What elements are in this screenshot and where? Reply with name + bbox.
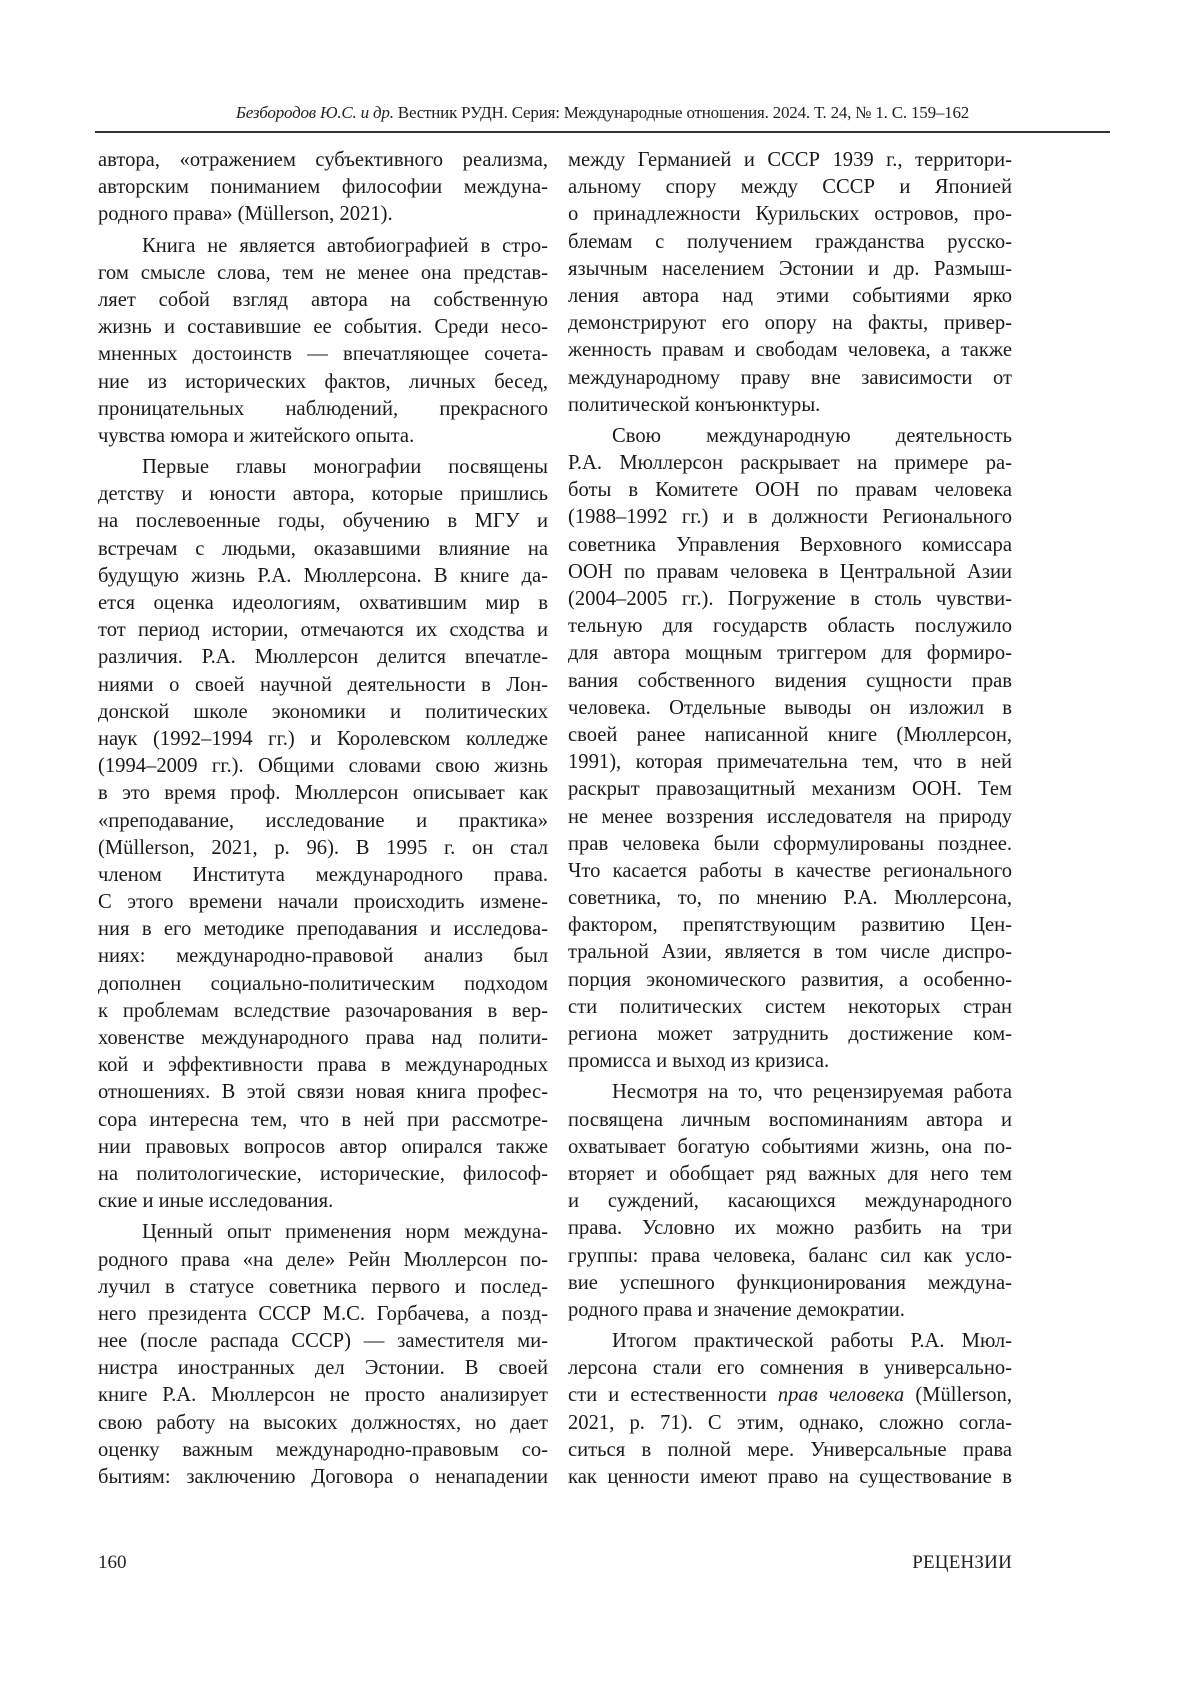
text-line: гом смысле слова, тем не менее она представ- bbox=[98, 261, 548, 284]
text-line: ситься в полной мере. Универсальные права bbox=[568, 1438, 1012, 1461]
text-line: отношениях. В этой связи новая книга профес- bbox=[98, 1081, 548, 1104]
text-line: ления автора над этими событиями ярко bbox=[568, 284, 1012, 307]
text-line: нии правовых вопросов автор опирался также bbox=[98, 1135, 548, 1158]
text-line: бытиям: заключению Договора о ненападении bbox=[98, 1466, 548, 1488]
italic-term: прав человека bbox=[777, 1384, 905, 1407]
text-line: региона может затруднить достижение ком- bbox=[568, 1023, 1012, 1045]
header-citation: Вестник РУДН. Серия: Международные отношения. 2024. Т. 24, № 1. С. 159–162 bbox=[393, 103, 970, 122]
text-line: (2004–2005 гг.). Погружение в столь чувстви- bbox=[568, 588, 1012, 610]
text-line: (Müllerson, 2021, p. 96). В 1995 г. он стал bbox=[98, 836, 548, 859]
text-line: человека. Отдельные выводы он изложил в bbox=[568, 696, 1012, 719]
text-line: кой и эффективности права в международных bbox=[98, 1054, 548, 1077]
text-line: ские и иные исследования. bbox=[98, 1190, 334, 1213]
page-number: 160 bbox=[98, 1552, 127, 1573]
text-line: Итогом практической работы Р.А. Мюл- bbox=[612, 1330, 1012, 1353]
text-line: встречам с людьми, оказавшими влияние на bbox=[98, 537, 548, 560]
text-line: промисса и выход из кризиса. bbox=[568, 1050, 830, 1073]
text-line: ния в его методике преподавания и исследова- bbox=[98, 918, 548, 941]
text-line: нее (после распада СССР) — заместителя ми- bbox=[98, 1330, 548, 1353]
text-line: вания собственного видения сущности прав bbox=[568, 669, 1012, 692]
text-line: нистра иностранных дел Эстонии. В своей bbox=[98, 1357, 548, 1380]
text-line bbox=[568, 1382, 1012, 1409]
text-line: своей ранее написанной книге (Мюллерсон, bbox=[568, 723, 1012, 746]
text-line: родного права и значение демократии. bbox=[568, 1298, 905, 1321]
text-line: боты в Комитете ООН по правам человека bbox=[568, 479, 1012, 502]
text-line: политической конъюнктуры. bbox=[568, 393, 821, 416]
text-line: ниях: международно-правовой анализ был bbox=[98, 945, 548, 968]
text-line: С этого времени начали происходить измене- bbox=[98, 891, 548, 914]
text-line: донской школе экономики и политических bbox=[98, 700, 548, 723]
text-line: дополнен социально-политическим подходом bbox=[98, 972, 548, 995]
text-line: мненных достоинств — впечатляющее сочета- bbox=[98, 343, 548, 366]
text-line: охватывает богатую событиями жизнь, она по- bbox=[568, 1135, 1012, 1158]
text-line: сора интересна тем, что в ней при рассмотре- bbox=[98, 1108, 548, 1131]
text-line: тот период истории, отмечаются их сходства и bbox=[98, 619, 548, 642]
text-line: 2021, p. 71). С этим, однако, сложно согла- bbox=[568, 1411, 1012, 1434]
text-line: членом Института международного права. bbox=[98, 863, 548, 886]
text-line: вторяет и обобщает ряд важных для него тем bbox=[568, 1162, 1012, 1185]
text-line: ляет собой взгляд автора на собственную bbox=[98, 288, 548, 311]
text-line: не менее воззрения исследователя на природу bbox=[568, 805, 1012, 828]
text-line: к проблемам вследствие разочарования в вер- bbox=[98, 999, 548, 1022]
text-line: о принадлежности Курильских островов, про- bbox=[568, 203, 1012, 226]
text-line: и суждений, касающихся международного bbox=[568, 1190, 1012, 1213]
text-line: между Германией и СССР 1939 г., территори- bbox=[568, 149, 1012, 171]
text-span: сти и естественности bbox=[568, 1384, 778, 1407]
text-line: в это время проф. Мюллерсон описывает как bbox=[98, 782, 548, 805]
text-line: как ценности имеют право на существование в bbox=[568, 1466, 1012, 1488]
left-column bbox=[98, 147, 548, 1491]
text-line: ООН по правам человека в Центральной Азии bbox=[568, 560, 1012, 583]
text-line: свою работу на высоких должностях, но дает bbox=[98, 1411, 548, 1434]
text-line: 1991), которая примечательна тем, что в ней bbox=[568, 751, 1012, 774]
text-line: советника, то, по мнению Р.А. Мюллерсона, bbox=[568, 887, 1012, 910]
text-line: Свою международную деятельность bbox=[612, 424, 1012, 447]
header-authors: Безбородов Ю.С. и др. bbox=[235, 103, 394, 122]
text-line: вие успешного функционирования междуна- bbox=[568, 1271, 1012, 1294]
text-line: «преподавание, исследование и практика» bbox=[98, 809, 548, 832]
running-header bbox=[95, 103, 1110, 123]
text-line: Несмотря на то, что рецензируемая работа bbox=[612, 1081, 1012, 1104]
text-line: (1994–2009 гг.). Общими словами свою жизнь bbox=[98, 755, 548, 778]
text-line: сти политических систем некоторых стран bbox=[568, 995, 1012, 1018]
text-line: различия. Р.А. Мюллерсон делится впечатле- bbox=[98, 646, 548, 669]
text-line: язычным населением Эстонии и др. Размыш- bbox=[568, 257, 1012, 280]
text-line: на послевоенные годы, обучению в МГУ и bbox=[98, 510, 548, 533]
text-line: Ценный опыт применения норм междуна- bbox=[142, 1221, 548, 1244]
text-line: на политологические, исторические, философ- bbox=[98, 1162, 548, 1185]
text-line: детству и юности автора, которые пришлись bbox=[98, 483, 548, 506]
text-line: чувства юмора и житейского опыта. bbox=[98, 424, 415, 447]
text-line: советника Управления Верховного комиссара bbox=[568, 533, 1012, 556]
text-line: книге Р.А. Мюллерсон не просто анализирует bbox=[98, 1384, 548, 1407]
text-line: тральной Азии, является в том числе диспро- bbox=[568, 941, 1012, 964]
text-line: группы: права человека, баланс сил как усло- bbox=[568, 1244, 1012, 1267]
text-line: родного права» (Müllerson, 2021). bbox=[98, 203, 393, 226]
text-line: раскрыт правозащитный механизм ООН. Тем bbox=[568, 778, 1012, 801]
text-line: прав человека были сформулированы позднее. bbox=[568, 832, 1012, 855]
text-line: будущую жизнь Р.А. Мюллерсона. В книге да- bbox=[98, 564, 548, 587]
text-line: ниями о своей научной деятельности в Лон- bbox=[98, 673, 548, 696]
text-line: родного права «на деле» Рейн Мюллерсон по- bbox=[98, 1248, 548, 1271]
text-line: демонстрируют его опору на факты, привер- bbox=[568, 312, 1012, 335]
text-line: Р.А. Мюллерсон раскрывает на примере ра- bbox=[568, 452, 1012, 475]
text-line: оценку важным международно-правовым со- bbox=[98, 1438, 548, 1461]
text-line: жизнь и составившие ее события. Среди несо- bbox=[98, 316, 548, 339]
text-span: (Müllerson, bbox=[904, 1384, 1012, 1407]
section-name: РЕЦЕНЗИИ bbox=[912, 1552, 1012, 1573]
text-line: ется оценка идеологиям, охватившим мир в bbox=[98, 592, 548, 614]
text-line: для автора мощным триггером для формиро- bbox=[568, 642, 1012, 665]
text-line: тельную для государств область послужило bbox=[568, 615, 1012, 638]
text-line: фактором, препятствующим развитию Цен- bbox=[568, 914, 1012, 937]
text-line: ние из исторических фактов, личных бесед, bbox=[98, 370, 548, 393]
right-column bbox=[568, 147, 1012, 1491]
text-line: наук (1992–1994 гг.) и Королевском колледже bbox=[98, 727, 548, 750]
header-rule bbox=[95, 131, 1110, 133]
text-line: права. Условно их можно разбить на три bbox=[568, 1217, 1012, 1240]
text-line: (1988–1992 гг.) и в должности Регионального bbox=[568, 506, 1012, 529]
text-line: блемам с получением гражданства русско- bbox=[568, 230, 1012, 253]
text-line: посвящена личным воспоминаниям автора и bbox=[568, 1108, 1012, 1131]
text-line: проницательных наблюдений, прекрасного bbox=[98, 397, 548, 420]
text-line: лерсона стали его сомнения в универсально- bbox=[568, 1357, 1012, 1380]
text-line: Первые главы монографии посвящены bbox=[142, 456, 548, 479]
text-line: международному праву вне зависимости от bbox=[568, 366, 1012, 389]
text-line: Книга не является автобиографией в стро- bbox=[142, 234, 548, 257]
text-line: альному спору между СССР и Японией bbox=[568, 176, 1012, 199]
text-line: автора, «отражением субъективного реализма, bbox=[98, 149, 548, 171]
text-line: порция экономического развития, а особенно- bbox=[568, 968, 1012, 991]
text-line: Что касается работы в качестве регионального bbox=[568, 859, 1012, 882]
text-line: авторским пониманием философии междуна- bbox=[98, 176, 548, 199]
text-line: ховенстве международного права над полити- bbox=[98, 1027, 548, 1049]
text-line: лучил в статусе советника первого и послед- bbox=[98, 1275, 548, 1298]
text-line: него президента СССР М.С. Горбачева, а позд- bbox=[98, 1302, 548, 1325]
text-line: женность правам и свободам человека, а также bbox=[568, 339, 1012, 362]
